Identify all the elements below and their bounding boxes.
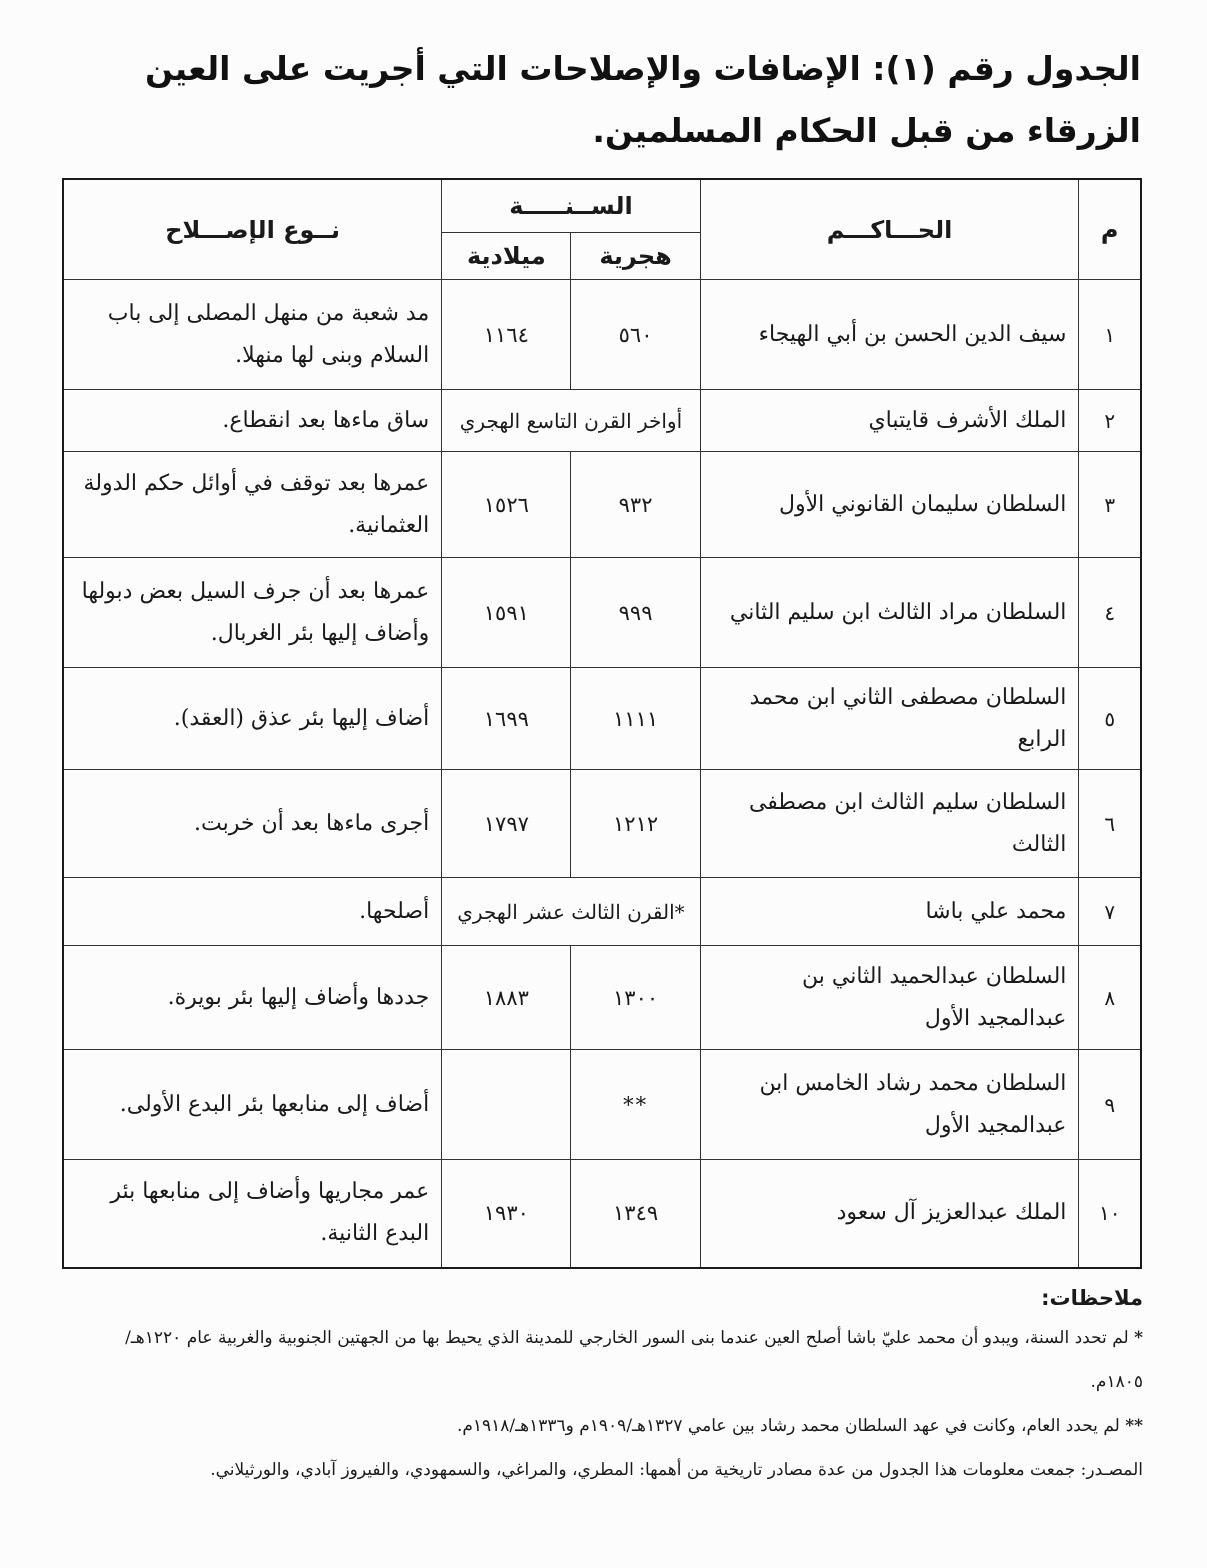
ruler-name: السلطان عبدالحميد الثاني بن عبدالمجيد الأول	[700, 946, 1079, 1050]
hijri-year: ١١١١	[571, 668, 700, 770]
table-row	[63, 558, 1141, 668]
table-row	[63, 946, 1141, 1050]
table-title: الجدول رقم (١): الإضافات والإصلاحات التي أجريت على العين الزرقاء من قبل الحكام المسلمين.	[144, 49, 1141, 150]
header-gregorian: ميلادية	[442, 233, 571, 280]
hijri-year: ١٣٠٠	[571, 946, 700, 1050]
reform-type: أضاف إلى منابعها بئر البدع الأولى.	[63, 1050, 442, 1160]
note-1-text: لم تحدد السنة، ويبدو أن محمد عليّ باشا أصلح العين عندما بنى السور الخارجي للمدينة الذي يحيط بها من الجهتين الجنوبية والغربية عام ١٢٢٠هـ/١٨٠٥م.	[125, 1328, 1143, 1392]
row-number: ٣	[1079, 452, 1141, 558]
hijri-year: ٩٣٢	[571, 452, 700, 558]
table-row	[63, 1050, 1141, 1160]
ruler-name: السلطان سليمان القانوني الأول	[700, 452, 1079, 558]
reform-type: أجرى ماءها بعد أن خربت.	[63, 770, 442, 878]
header-num: م	[1079, 179, 1141, 280]
table-row	[63, 452, 1141, 558]
reform-type: ساق ماءها بعد انقطاع.	[63, 390, 442, 452]
row-number: ٢	[1079, 390, 1141, 452]
note-2-text: لم يحدد العام، وكانت في عهد السلطان محمد رشاد بين عامي ١٣٢٧هـ/١٩٠٩م و١٣٣٦هـ/١٩١٨م.	[456, 1416, 1120, 1436]
gregorian-year: ١١٦٤	[442, 280, 571, 390]
reforms-table	[62, 178, 1142, 1269]
header-hijri: هجرية	[571, 233, 700, 280]
reform-type: أصلحها.	[63, 878, 442, 946]
table-row	[63, 770, 1141, 878]
row-number: ٩	[1079, 1050, 1141, 1160]
header-row	[63, 179, 1141, 233]
table-row	[63, 280, 1141, 390]
table-row	[63, 390, 1141, 452]
gregorian-year: ١٩٣٠	[442, 1160, 571, 1268]
note-2	[73, 1404, 1143, 1448]
ruler-name: الملك الأشرف قايتباي	[700, 390, 1079, 452]
notes-section	[73, 1286, 1143, 1492]
notes-heading: ملاحظات:	[1041, 1286, 1143, 1310]
row-number: ٧	[1079, 878, 1141, 946]
ruler-name: السلطان مصطفى الثاني ابن محمد الرابع	[700, 668, 1079, 770]
note-2-marker: **	[1125, 1416, 1143, 1436]
row-number: ٦	[1079, 770, 1141, 878]
gregorian-year: ١٥٩١	[442, 558, 571, 668]
row-number: ٤	[1079, 558, 1141, 668]
table-row	[63, 878, 1141, 946]
gregorian-year: ١٦٩٩	[442, 668, 571, 770]
note-1-marker: *	[1134, 1328, 1143, 1348]
row-number: ١	[1079, 280, 1141, 390]
header-type: نــوع الإصـــلاح	[63, 179, 442, 280]
ruler-name: السلطان محمد رشاد الخامس ابن عبدالمجيد الأول	[700, 1050, 1079, 1160]
reform-type: جددها وأضاف إليها بئر بويرة.	[63, 946, 442, 1050]
hijri-year: **	[571, 1050, 700, 1160]
gregorian-year: ١٨٨٣	[442, 946, 571, 1050]
period-text: *القرن الثالث عشر الهجري	[442, 878, 700, 946]
hijri-year: ٩٩٩	[571, 558, 700, 668]
source-note: المصـدر: جمعت معلومات هذا الجدول من عدة مصادر تاريخية من أهمها: المطري، والمراغي، والسمهودي، والفيروز آبادي، والورثيلاني.	[210, 1460, 1143, 1480]
table-row	[63, 668, 1141, 770]
gregorian-year	[442, 1050, 571, 1160]
gregorian-year: ١٥٢٦	[442, 452, 571, 558]
hijri-year: ١٢١٢	[571, 770, 700, 878]
period-text: أواخر القرن التاسع الهجري	[442, 390, 700, 452]
ruler-name: محمد علي باشا	[700, 878, 1079, 946]
hijri-year: ١٣٤٩	[571, 1160, 700, 1268]
ruler-name: الملك عبدالعزيز آل سعود	[700, 1160, 1079, 1268]
reform-type: عمرها بعد أن جرف السيل بعض دبولها وأضاف إليها بئر الغربال.	[63, 558, 442, 668]
row-number: ٥	[1079, 668, 1141, 770]
row-number: ٨	[1079, 946, 1141, 1050]
reform-type: مد شعبة من منهل المصلى إلى باب السلام وبنى لها منهلا.	[63, 280, 442, 390]
ruler-name: السلطان مراد الثالث ابن سليم الثاني	[700, 558, 1079, 668]
header-ruler: الحـــاكـــم	[700, 179, 1079, 280]
reform-type: عمرها بعد توقف في أوائل حكم الدولة العثمانية.	[63, 452, 442, 558]
ruler-name: السلطان سليم الثالث ابن مصطفى الثالث	[700, 770, 1079, 878]
reform-type: عمر مجاريها وأضاف إلى منابعها بئر البدع الثانية.	[63, 1160, 442, 1268]
gregorian-year: ١٧٩٧	[442, 770, 571, 878]
note-1	[73, 1316, 1143, 1404]
reform-type: أضاف إليها بئر عذق (العقد).	[63, 668, 442, 770]
hijri-year: ٥٦٠	[571, 280, 700, 390]
table-row	[63, 1160, 1141, 1268]
row-number: ١٠	[1079, 1160, 1141, 1268]
header-year: الســنـــــة	[442, 179, 700, 233]
ruler-name: سيف الدين الحسن بن أبي الهيجاء	[700, 280, 1079, 390]
